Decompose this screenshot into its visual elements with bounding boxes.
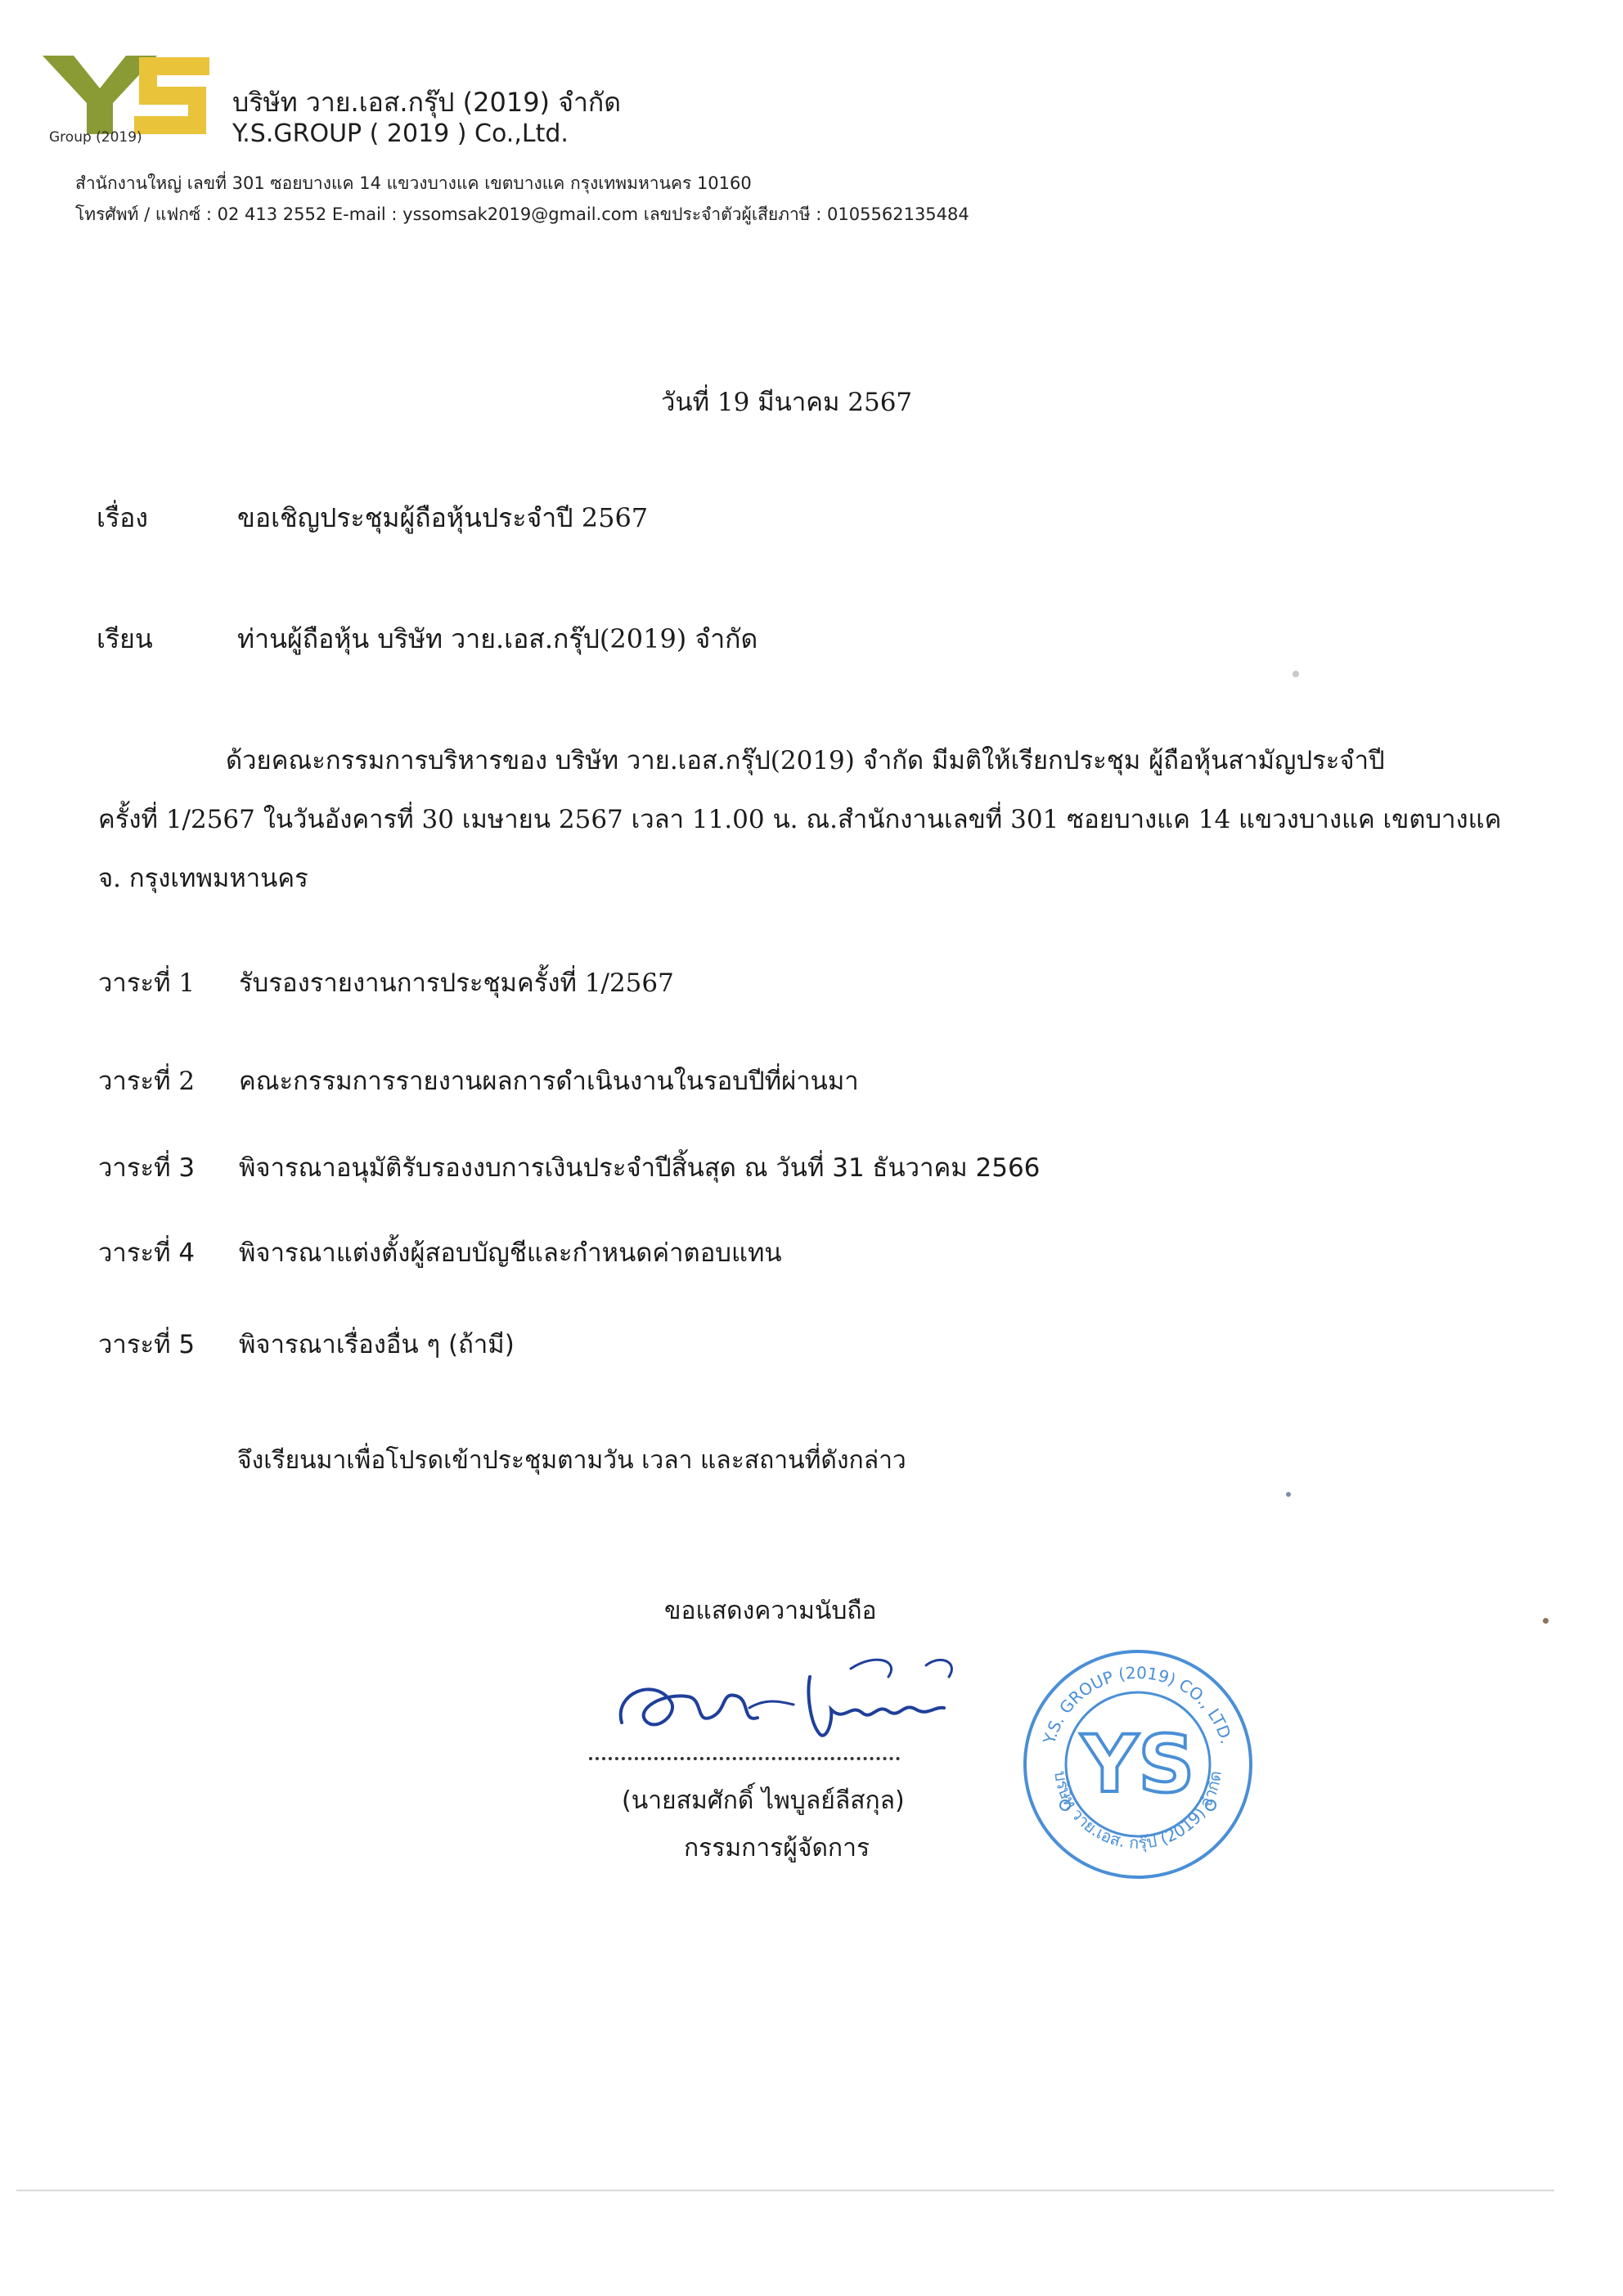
recipient-label: เรียน [97, 623, 153, 654]
stamp-center-text: YS [1081, 1719, 1195, 1810]
handwritten-signature [605, 1644, 990, 1759]
agenda-text-5: พิจารณาเรื่องอื่น ๆ (ถ้ามี) [239, 1330, 515, 1359]
closing-sentence: จึงเรียนมาเพื่อโปรดเข้าประชุมตามวัน เวลา และสถานที่ดังกล่าว [237, 1446, 906, 1475]
letter-date: วันที่ 19 มีนาคม 2567 [661, 388, 913, 417]
signer-title: กรรมการผู้จัดการ [684, 1834, 870, 1862]
agenda-text-1: รับรองรายงานการประชุมครั้งที่ 1/2567 [239, 968, 674, 998]
logo-subtitle: Group (2019) [49, 129, 142, 146]
agenda-text-2: คณะกรรมการรายงานผลการดำเนินงานในรอบปีที่ผ่านมา [239, 1067, 859, 1096]
scan-speck [1293, 671, 1299, 677]
agenda-label-1: วาระที่ 1 [98, 968, 196, 998]
signature-line [589, 1757, 900, 1760]
company-stamp [1019, 1646, 1257, 1883]
company-contact: โทรศัพท์ / แฟกซ์ : 02 413 2552 E-mail : yssomsak2019@gmail.com เลขประจำตัวผู้เสียภาษี : 0105562135484 [75, 204, 969, 224]
company-name-thai: บริษัท วาย.เอส.กรุ๊ป (2019) จำกัด [232, 87, 622, 118]
body-line-2: ครั้งที่ 1/2567 ในวันอังคารที่ 30 เมษายน 2567 เวลา 11.00 น. ณ.สำนักงานเลขที่ 301 ซอยบางแค 14 แขวงบางแค เขตบางแค [98, 805, 1502, 834]
stamp-text-bottom: บริษัท วาย.เอส. กรุ๊ป (2019) จำกัด [1050, 1769, 1225, 1853]
agenda-label-3: วาระที่ 3 [98, 1153, 196, 1183]
body-line-3: จ. กรุงเทพมหานคร [98, 864, 308, 893]
agenda-text-4: พิจารณาแต่งตั้งผู้สอบบัญชีและกำหนดค่าตอบแทน [239, 1238, 782, 1268]
company-address: สำนักงานใหญ่ เลขที่ 301 ซอยบางแค 14 แขวงบางแค เขตบางแค กรุงเทพมหานคร 10160 [75, 173, 752, 193]
company-name-english: Y.S.GROUP ( 2019 ) Co.,Ltd. [232, 119, 569, 148]
subject-label: เรื่อง [97, 502, 148, 533]
signer-name: (นายสมศักดิ์ ไพบูลย์ลีสกุล) [622, 1786, 905, 1815]
agenda-label-5: วาระที่ 5 [98, 1330, 196, 1359]
agenda-text-3: พิจารณาอนุมัติรับรองงบการเงินประจำปีสิ้นสุด ณ วันที่ 31 ธันวาคม 2566 [239, 1153, 1041, 1183]
page-bottom-rule [16, 2190, 1554, 2191]
stamp-text-top: Y.S. GROUP (2019) CO., LTD. [1039, 1662, 1237, 1746]
scan-speck [1543, 1618, 1549, 1624]
subject-text: ขอเชิญประชุมผู้ถือหุ้นประจำปี 2567 [237, 502, 649, 533]
agenda-label-4: วาระที่ 4 [98, 1238, 196, 1268]
regards: ขอแสดงความนับถือ [664, 1597, 877, 1625]
agenda-label-2: วาระที่ 2 [98, 1067, 196, 1096]
recipient-text: ท่านผู้ถือหุ้น บริษัท วาย.เอส.กรุ๊ป(2019) จำกัด [237, 623, 758, 654]
scan-speck [1286, 1492, 1291, 1497]
body-line-1: ด้วยคณะกรรมการบริหารของ บริษัท วาย.เอส.กรุ๊ป(2019) จำกัด มีมติให้เรียกประชุม ผู้ถือหุ้นสามัญประจำปี [226, 746, 1385, 775]
